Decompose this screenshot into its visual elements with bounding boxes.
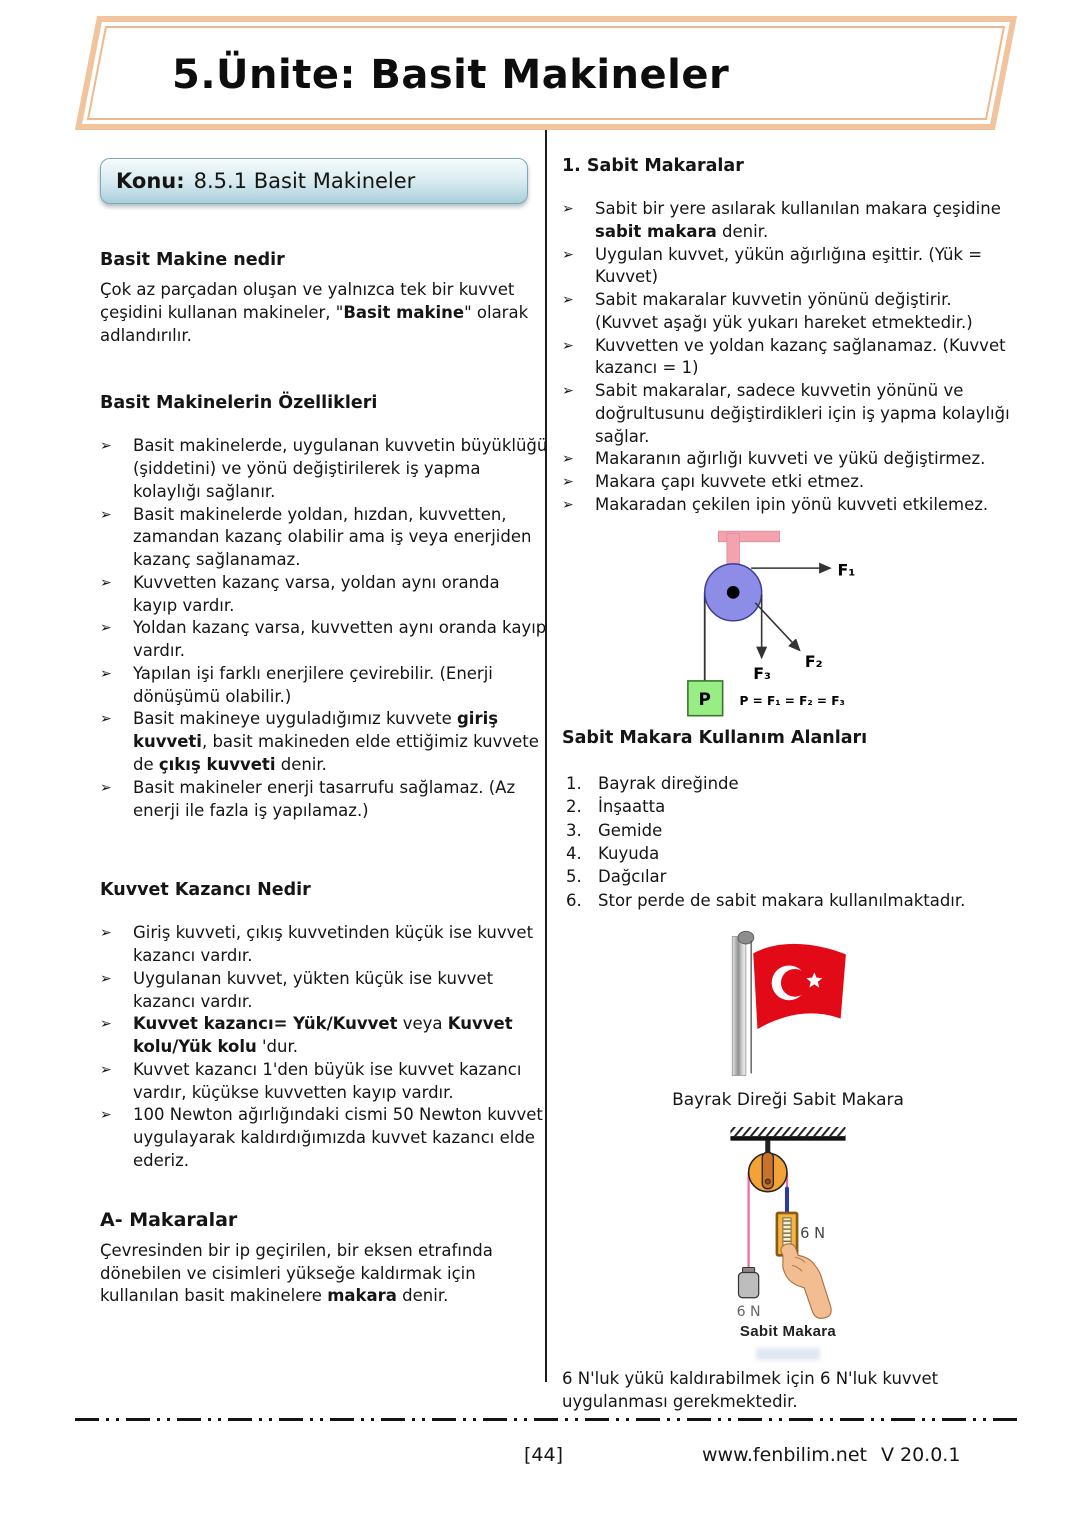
bullet-item xyxy=(100,617,548,663)
arrow-bullet-icon: ➢ xyxy=(100,620,112,637)
formula: P = F₁ = F₂ = F₃ xyxy=(739,693,845,708)
bullet-text: Sabit bir yere asılarak kullanılan makara çeşidine sabit makara denir. xyxy=(595,199,1001,241)
list-item xyxy=(566,889,1014,912)
list-item xyxy=(566,772,1014,795)
features-list xyxy=(100,435,548,822)
item-text: Kuyuda xyxy=(598,843,660,863)
arrow-bullet-icon: ➢ xyxy=(562,337,574,354)
spring-scale-caption: Sabit Makara xyxy=(739,1323,837,1341)
topic-title: 8.5.1 Basit Makineler xyxy=(193,169,416,193)
arrow-bullet-icon: ➢ xyxy=(100,970,112,987)
arrow-bullet-icon: ➢ xyxy=(562,246,574,263)
ceiling-bar xyxy=(730,1136,845,1141)
arrow-bullet-icon: ➢ xyxy=(100,665,112,682)
bullet-item xyxy=(562,380,1014,448)
arrow-bullet-icon: ➢ xyxy=(100,1061,112,1078)
heading-pulleys: A- Makaralar xyxy=(100,1208,238,1231)
item-number: 4. xyxy=(566,843,582,863)
list-item xyxy=(566,819,1014,842)
bullet-text: Kuvvet kazancı 1'den büyük ise kuvvet kazancı vardır, küçükse kuvvetten kayıp vardır. xyxy=(133,1059,522,1102)
list-item xyxy=(566,795,1014,818)
arrow-bullet-icon: ➢ xyxy=(100,1107,112,1124)
arrow-bullet-icon: ➢ xyxy=(100,779,112,796)
force-label-f3: F₃ xyxy=(753,663,771,683)
footer-site xyxy=(702,1444,960,1466)
bullet-text: Sabit makaralar kuvvetin yönünü değiştirir.(Kuvvet aşağı yük yukarı hareket etmektedir.) xyxy=(595,290,973,332)
bullet-item xyxy=(562,335,1014,381)
paragraph-what-is: Çok az parçadan oluşan ve yalnızca tek bir kuvvet çeşidini kullanan makineler, "Basit makine" olarak adlandırılır. xyxy=(100,280,529,345)
arrow-bullet-icon: ➢ xyxy=(100,925,112,942)
gain-list xyxy=(100,922,548,1172)
item-number: 5. xyxy=(566,867,582,887)
item-number: 3. xyxy=(566,820,582,840)
force-label-f1: F₁ xyxy=(837,560,856,580)
arrow-bullet-icon: ➢ xyxy=(562,474,574,491)
axle-dot xyxy=(727,586,740,599)
version-label: V 20.0.1 xyxy=(880,1444,961,1466)
list-item xyxy=(566,865,1014,888)
bullet-item xyxy=(100,1013,548,1059)
closing-paragraph: 6 N'luk yükü kaldırabilmek için 6 N'luk kuvvet uygulanması gerekmektedir. xyxy=(562,1369,939,1412)
bullet-text: Basit makineye uyguladığımız kuvvete giriş kuvveti, basit makineden elde ettiğimiz kuvvete de çıkış kuvveti denir. xyxy=(133,709,539,775)
bullet-item xyxy=(562,494,1014,517)
load-label: P xyxy=(698,688,711,709)
bullet-item xyxy=(100,708,548,776)
bullet-item xyxy=(100,504,548,572)
heading-gain: Kuvvet Kazancı Nedir xyxy=(100,880,311,901)
bullet-item xyxy=(562,289,1014,335)
item-text: İnşaatta xyxy=(598,797,666,817)
bullet-item xyxy=(562,471,1014,494)
item-number: 2. xyxy=(566,797,582,817)
watermark-smudge xyxy=(756,1348,820,1360)
bullet-text: Kuvvetten kazanç varsa, yoldan aynı oranda kayıp vardır. xyxy=(133,572,500,615)
bullet-item xyxy=(100,968,548,1014)
fixed-pulley-diagram xyxy=(562,527,1014,722)
heading-what-is: Basit Makine nedir xyxy=(100,250,285,270)
hand-illustration xyxy=(781,1244,831,1319)
bullet-item xyxy=(100,663,548,709)
bullet-text: Kuvvet kazancı= Yük/Kuvvet veya Kuvvet kolu/Yük kolu 'dur. xyxy=(133,1014,513,1057)
fixed-pulley-list xyxy=(562,198,1014,517)
crescent-inner xyxy=(781,969,809,997)
arrow-bullet-icon: ➢ xyxy=(100,438,112,455)
site-url: www.fenbilim.net xyxy=(702,1444,867,1466)
flagpole-illustration xyxy=(698,926,878,1086)
arrow-bullet-icon: ➢ xyxy=(562,496,574,513)
topic-label: Konu: xyxy=(116,169,185,193)
unit-title: 5.Ünite: Basit Makineler xyxy=(172,52,730,98)
bullet-text: Yoldan kazanç varsa, kuvvetten aynı oranda kayıp vardır. xyxy=(133,618,547,661)
arrow-bullet-icon: ➢ xyxy=(100,574,112,591)
flag-pole xyxy=(732,937,746,1076)
bullet-item xyxy=(100,1059,548,1105)
force-label-f2: F₂ xyxy=(804,651,823,671)
arrow-bullet-icon: ➢ xyxy=(100,711,112,728)
bullet-item xyxy=(100,435,548,503)
weight-body xyxy=(738,1273,758,1298)
bullet-text: Sabit makaralar, sadece kuvvetin yönünü ve doğrultusunu değiştirdikleri için iş yapma kolaylığı sağlar. xyxy=(595,381,1010,446)
bullet-text: Makaranın ağırlığı kuvveti ve yükü değiştirmez. xyxy=(595,449,986,469)
arrow-bullet-icon: ➢ xyxy=(562,292,574,309)
left-column xyxy=(100,152,548,1308)
bullet-item xyxy=(562,448,1014,471)
page-number: [44] xyxy=(524,1444,564,1466)
usage-list xyxy=(566,772,1014,913)
item-text: Gemide xyxy=(598,820,663,840)
ceiling-hatch xyxy=(730,1127,845,1136)
bullet-text: Basit makinelerde yoldan, hızdan, kuvvetten, zamandan kazanç olabilir ama iş veya enerjiden kazanç sağlanamaz. xyxy=(133,504,532,570)
bullet-text: Yapılan işi farklı enerjilere çevirebilir. (Enerji dönüşümü olabilir.) xyxy=(133,663,493,706)
flag-caption: Bayrak Direği Sabit Makara xyxy=(672,1090,904,1111)
arrow-bullet-icon: ➢ xyxy=(100,506,112,523)
bullet-text: Uygulanan kuvvet, yükten küçük ise kuvvet kazancı vardır. xyxy=(133,968,494,1011)
bullet-item xyxy=(100,1104,548,1172)
heading-usage: Sabit Makara Kullanım Alanları xyxy=(562,727,868,748)
list-item xyxy=(566,842,1014,865)
item-text: Dağcılar xyxy=(598,867,667,887)
bullet-text: Uygulan kuvvet, yükün ağırlığına eşittir. (Yük = Kuvvet) xyxy=(595,244,983,287)
paragraph-pulleys: Çevresinden bir ip geçirilen, bir eksen etrafında dönebilen ve cisimleri yükseğe kaldırmak için kullanılan basit makinelere makara denir. xyxy=(100,1240,493,1306)
bullet-text: Kuvvetten ve yoldan kazanç sağlanamaz. (Kuvvet kazancı = 1) xyxy=(595,335,1006,378)
bullet-text: Basit makineler enerji tasarrufu sağlamaz. (Az enerji ile fazla iş yapılamaz.) xyxy=(133,777,516,820)
bullet-text: Basit makinelerde, uygulanan kuvvetin büyüklüğü (şiddetini) ve yönü değiştirilerek iş yapma kolaylığı sağlanır. xyxy=(133,436,548,501)
bullet-item xyxy=(562,244,1014,290)
bullet-text: Giriş kuvveti, çıkış kuvvetinden küçük ise kuvvet kazancı vardır. xyxy=(133,923,534,966)
arrow-bullet-icon: ➢ xyxy=(100,1016,112,1033)
pulley-forces-illustration xyxy=(672,527,904,722)
arrow-bullet-icon: ➢ xyxy=(562,451,574,468)
arrow-bullet-icon: ➢ xyxy=(562,383,574,400)
item-text: Stor perde de sabit makara kullanılmaktadır. xyxy=(598,890,966,910)
heading-features: Basit Makinelerin Özellikleri xyxy=(100,393,378,414)
scale-label: 6 N xyxy=(800,1225,826,1243)
pin-hole xyxy=(765,1179,770,1184)
bullet-item xyxy=(100,572,548,618)
bullet-item xyxy=(100,777,548,823)
bullet-item xyxy=(562,198,1014,244)
arrow-bullet-icon: ➢ xyxy=(562,201,574,217)
flag-figure xyxy=(562,926,1014,1086)
footer-divider xyxy=(75,1418,1020,1421)
item-text: Bayrak direğinde xyxy=(598,773,739,793)
bullet-text: 100 Newton ağırlığındaki cismi 50 Newton kuvvet uygulayarak kaldırdığımızda kuvvet kazancı elde ederiz. xyxy=(133,1105,543,1170)
topic-box xyxy=(100,158,528,204)
fixed-pulley-6n-illustration xyxy=(712,1124,864,1321)
scale-ticks xyxy=(783,1221,790,1245)
heading-fixed-pulleys: 1. Sabit Makaralar xyxy=(562,156,744,176)
item-number: 6. xyxy=(566,890,582,910)
weight-label: 6 N xyxy=(736,1304,761,1321)
bullet-text: Makara çapı kuvvete etki etmez. xyxy=(595,472,865,492)
right-column xyxy=(562,156,1014,1414)
item-number: 1. xyxy=(566,773,582,793)
spring-scale-figure xyxy=(562,1124,1014,1321)
bullet-text: Makaradan çekilen ipin yönü kuvveti etkilemez. xyxy=(595,494,989,514)
bullet-item xyxy=(100,922,548,968)
